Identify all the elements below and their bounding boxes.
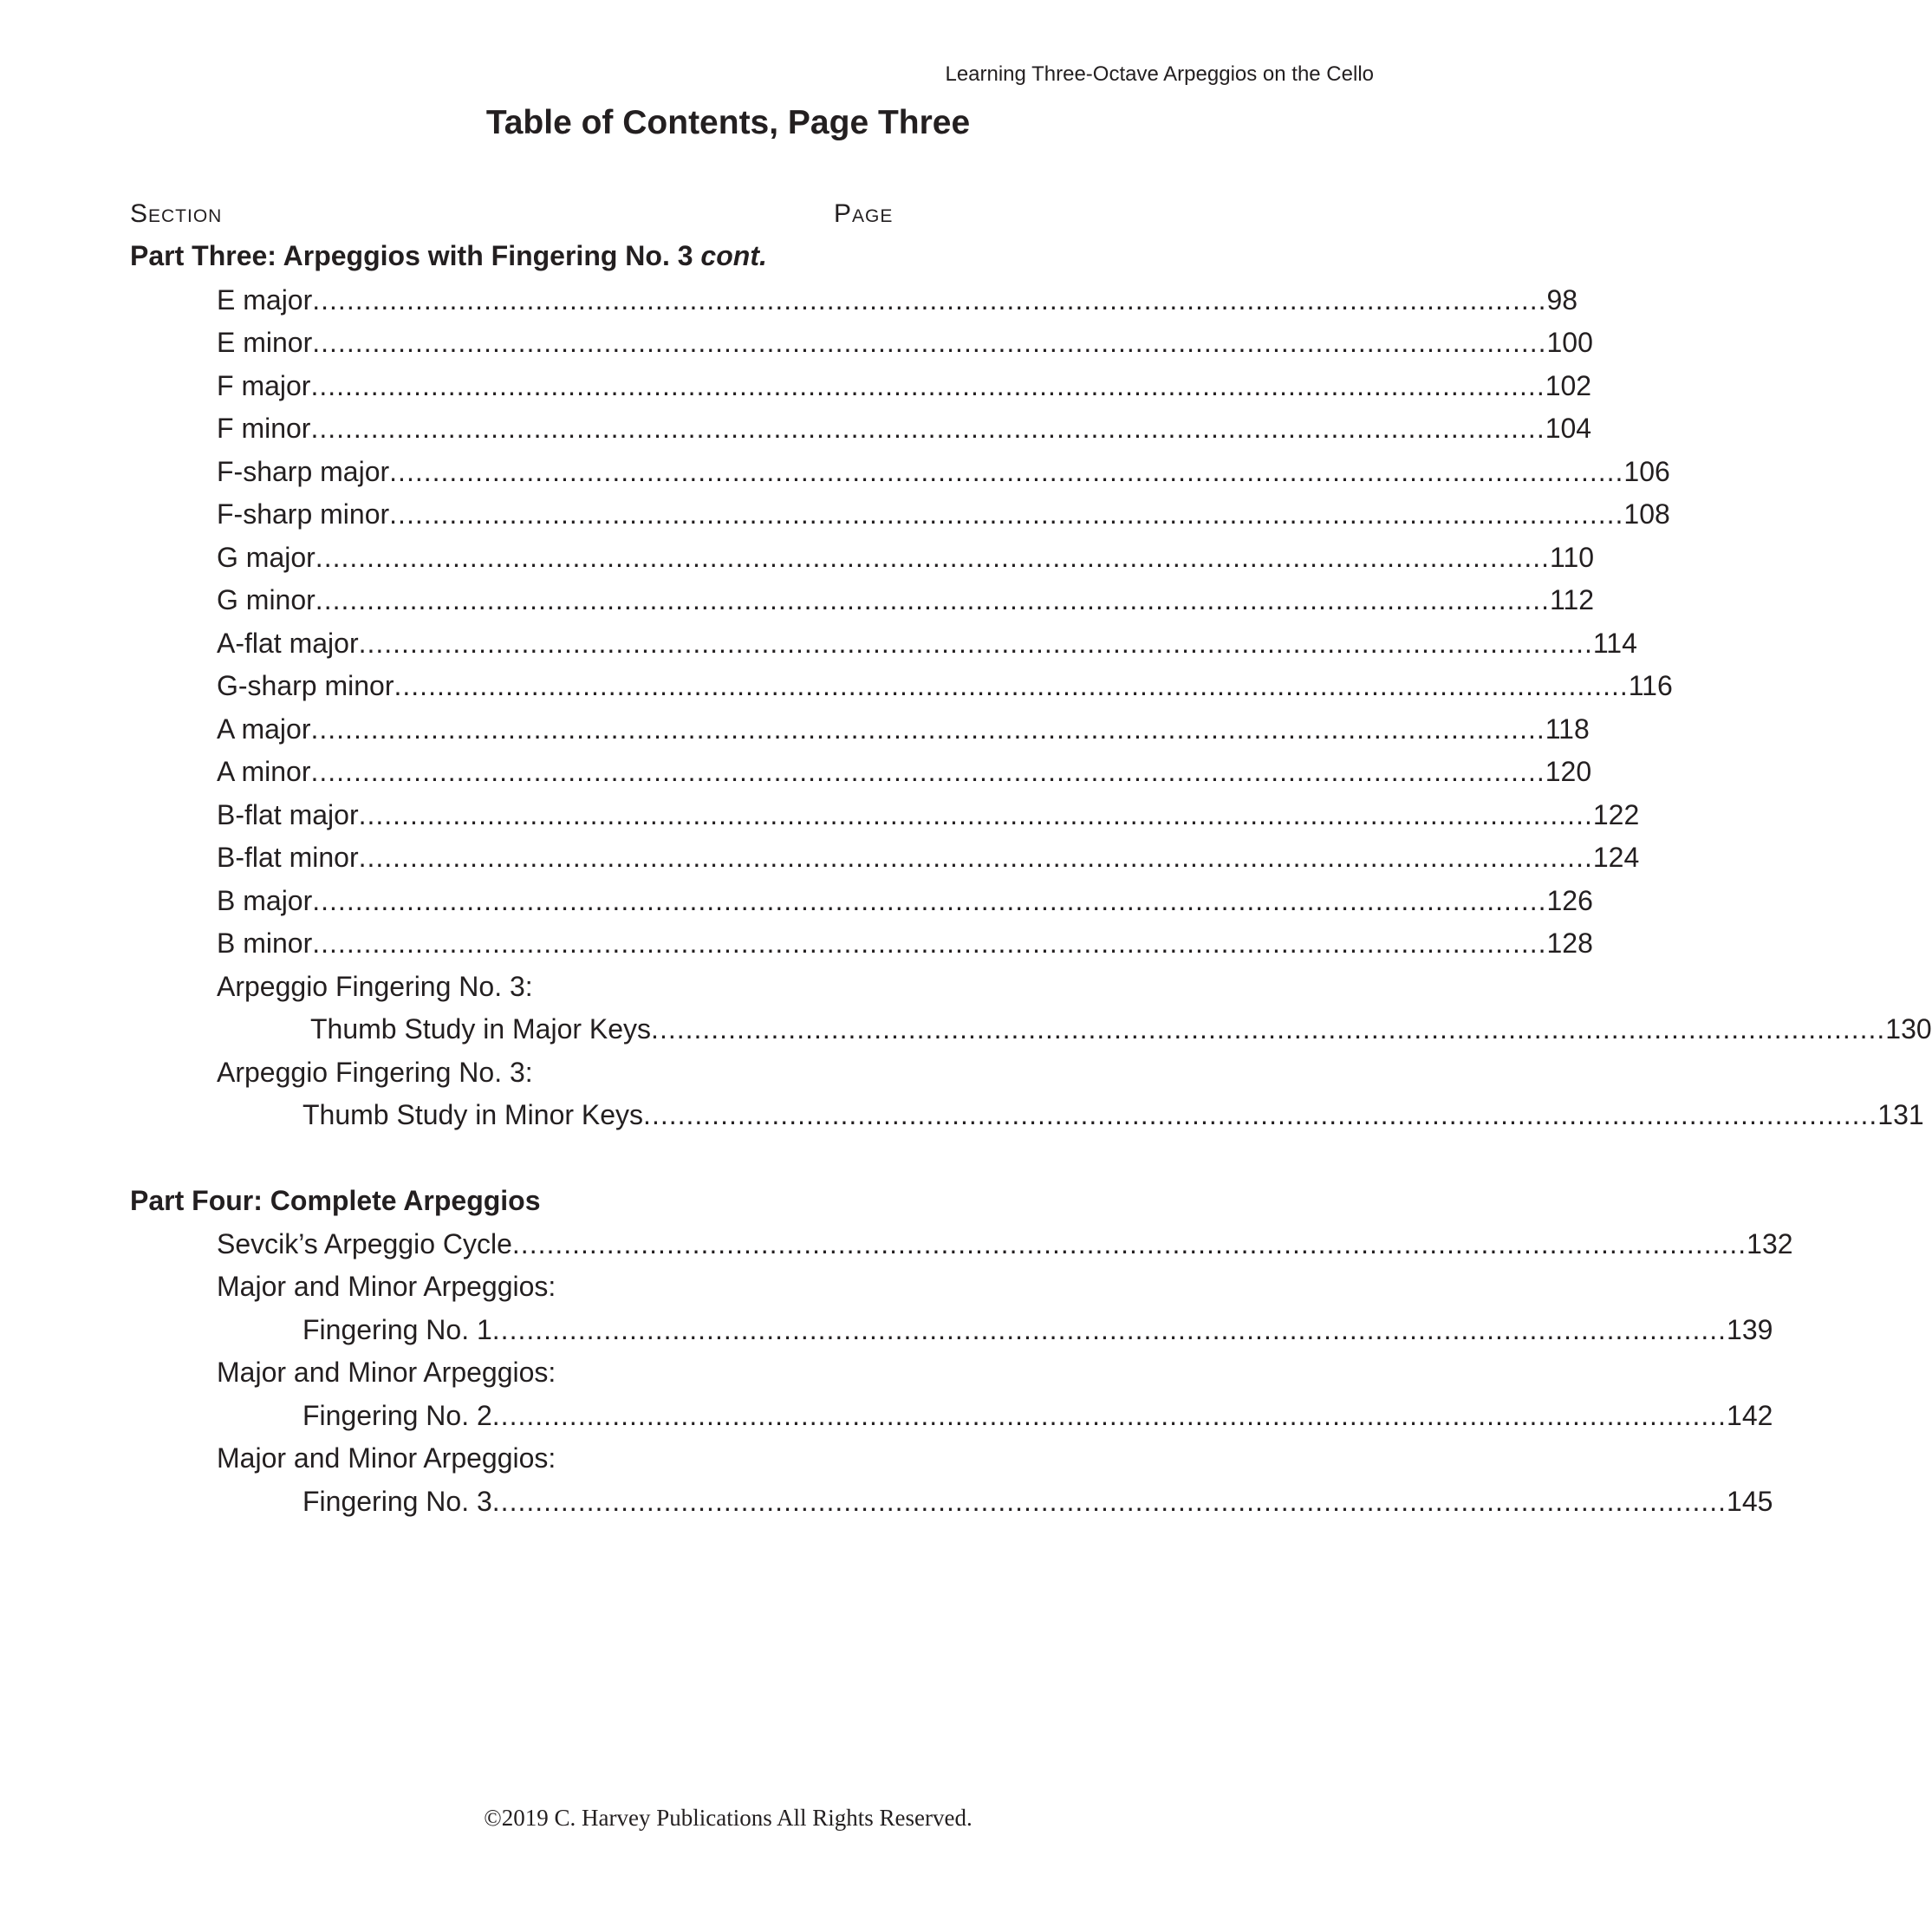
toc-entry-label: Sevcik’s Arpeggio Cycle — [217, 1228, 512, 1259]
dot-leader: ................................................................................................................................................ — [310, 756, 1545, 787]
toc-entry-label: F major — [217, 370, 311, 401]
toc-entry-label: A major — [217, 713, 311, 745]
part-three-heading — [130, 238, 767, 273]
toc-entry-label: B minor — [217, 927, 313, 959]
dot-leader: ................................................................................................................................................ — [491, 1400, 1727, 1431]
toc-entry-fingering-2[interactable] — [302, 1398, 1773, 1433]
dot-leader: ................................................................................................................................................ — [310, 370, 1545, 401]
toc-entry-b-minor[interactable] — [217, 926, 1593, 960]
dot-leader: ................................................................................................................................................ — [312, 885, 1547, 916]
toc-entry-label: Fingering No. 1 — [302, 1314, 492, 1345]
toc-entry-f-minor[interactable] — [217, 411, 1592, 446]
toc-entry-page: 114 — [1592, 628, 1637, 659]
toc-entry-g-major[interactable] — [217, 540, 1595, 575]
toc-entry-sevcik-cycle[interactable] — [217, 1227, 1793, 1261]
thumb-minor-group-label: Arpeggio Fingering No. 3: — [217, 1057, 533, 1088]
toc-entry-label: Thumb Study in Major Keys — [310, 1013, 652, 1045]
toc-entry-page: 128 — [1546, 927, 1593, 959]
toc-entry-thumb-study-major[interactable] — [310, 1012, 1932, 1046]
dot-leader: ................................................................................................................................................ — [643, 1099, 1878, 1130]
toc-entry-label: B-flat major — [217, 799, 359, 830]
fingering-2-group-label: Major and Minor Arpeggios: — [217, 1357, 556, 1388]
toc-entry-f-sharp-minor[interactable] — [217, 497, 1670, 531]
thumb-major-group-label: Arpeggio Fingering No. 3: — [217, 971, 533, 1002]
part-three-heading-text: Part Three: Arpeggios with Fingering No. 3 — [130, 240, 693, 271]
toc-entry-a-major[interactable] — [217, 712, 1590, 746]
toc-entry-label: B major — [217, 885, 313, 916]
page-title: Table of Contents, Page Three — [485, 104, 971, 141]
toc-entry-b-flat-minor[interactable] — [217, 840, 1640, 875]
dot-leader: ................................................................................................................................................ — [651, 1013, 1886, 1045]
dot-leader: ................................................................................................................................................ — [310, 713, 1545, 745]
toc-entry-a-flat-major[interactable] — [217, 626, 1637, 661]
dot-leader: ................................................................................................................................................ — [312, 927, 1547, 959]
part-four-heading: Part Four: Complete Arpeggios — [130, 1185, 541, 1216]
toc-entry-thumb-study-minor[interactable] — [302, 1097, 1924, 1132]
toc-entry-g-minor[interactable] — [217, 583, 1595, 617]
toc-entry-b-flat-major[interactable] — [217, 797, 1640, 832]
dot-leader: ................................................................................................................................................ — [389, 498, 1624, 530]
toc-entry-page: 108 — [1623, 498, 1670, 530]
dot-leader: ................................................................................................................................................ — [394, 670, 1629, 701]
toc-entry-f-sharp-major[interactable] — [217, 454, 1670, 489]
toc-entry-page: 142 — [1727, 1400, 1773, 1431]
toc-entry-f-major[interactable] — [217, 368, 1592, 403]
dot-leader: ................................................................................................................................................ — [315, 542, 1551, 573]
dot-leader: ................................................................................................................................................ — [491, 1314, 1727, 1345]
toc-entry-page: 131 — [1877, 1099, 1924, 1130]
toc-entry-page: 112 — [1550, 584, 1595, 615]
dot-leader: ................................................................................................................................................ — [310, 413, 1545, 444]
toc-entry-label: F-sharp major — [217, 456, 390, 487]
dot-leader: ................................................................................................................................................ — [312, 284, 1547, 316]
toc-entry-g-sharp-minor[interactable] — [217, 668, 1673, 703]
part-three-heading-suffix: cont. — [700, 240, 767, 271]
toc-entry-label: E major — [217, 284, 313, 316]
fingering-3-group-label: Major and Minor Arpeggios: — [217, 1442, 556, 1474]
toc-entry-page: 124 — [1592, 842, 1640, 873]
toc-entry-page: 100 — [1546, 327, 1593, 358]
toc-entry-page: 130 — [1885, 1013, 1932, 1045]
toc-entry-page: 132 — [1747, 1228, 1793, 1259]
toc-entry-page: 110 — [1550, 542, 1595, 573]
dot-leader: ................................................................................................................................................ — [358, 628, 1593, 659]
toc-entry-label: B-flat minor — [217, 842, 359, 873]
dot-leader: ................................................................................................................................................ — [389, 456, 1624, 487]
section-column-header: Section — [130, 199, 223, 228]
toc-entry-label: E minor — [217, 327, 313, 358]
toc-entry-page: 116 — [1628, 670, 1673, 701]
toc-entry-page: 102 — [1545, 370, 1592, 401]
toc-entry-e-major[interactable] — [217, 283, 1578, 317]
toc-entry-label: G minor — [217, 584, 315, 615]
toc-entry-label: A-flat major — [217, 628, 359, 659]
toc-entry-page: 126 — [1546, 885, 1593, 916]
dot-leader: ................................................................................................................................................ — [511, 1228, 1747, 1259]
toc-entry-label: F-sharp minor — [217, 498, 390, 530]
toc-entry-label: A minor — [217, 756, 311, 787]
toc-entry-page: 118 — [1545, 713, 1590, 745]
toc-entry-page: 122 — [1592, 799, 1640, 830]
toc-entry-label: F minor — [217, 413, 311, 444]
toc-entry-label: G-sharp minor — [217, 670, 394, 701]
toc-entry-page: 145 — [1727, 1486, 1773, 1517]
toc-entry-fingering-1[interactable] — [302, 1312, 1773, 1347]
toc-entry-label: G major — [217, 542, 315, 573]
page-column-header: Page — [834, 199, 894, 228]
copyright-footer: ©2019 C. Harvey Publications All Rights Reserved. — [484, 1805, 973, 1831]
dot-leader: ................................................................................................................................................ — [358, 842, 1593, 873]
toc-entry-fingering-3[interactable] — [302, 1484, 1773, 1519]
toc-entry-page: 139 — [1727, 1314, 1773, 1345]
dot-leader: ................................................................................................................................................ — [312, 327, 1547, 358]
fingering-1-group-label: Major and Minor Arpeggios: — [217, 1271, 556, 1302]
toc-entry-a-minor[interactable] — [217, 754, 1592, 789]
toc-entry-page: 98 — [1546, 284, 1578, 316]
toc-entry-page: 104 — [1545, 413, 1592, 444]
toc-entry-page: 120 — [1545, 756, 1592, 787]
dot-leader: ................................................................................................................................................ — [491, 1486, 1727, 1517]
dot-leader: ................................................................................................................................................ — [358, 799, 1593, 830]
toc-entry-label: Fingering No. 2 — [302, 1400, 492, 1431]
toc-entry-b-major[interactable] — [217, 883, 1593, 918]
toc-entry-label: Thumb Study in Minor Keys — [302, 1099, 644, 1130]
running-header: Learning Three-Octave Arpeggios on the Cello — [945, 62, 1374, 86]
toc-entry-page: 106 — [1623, 456, 1670, 487]
toc-entry-label: Fingering No. 3 — [302, 1486, 492, 1517]
toc-entry-e-minor[interactable] — [217, 325, 1593, 360]
dot-leader: ................................................................................................................................................ — [315, 584, 1551, 615]
